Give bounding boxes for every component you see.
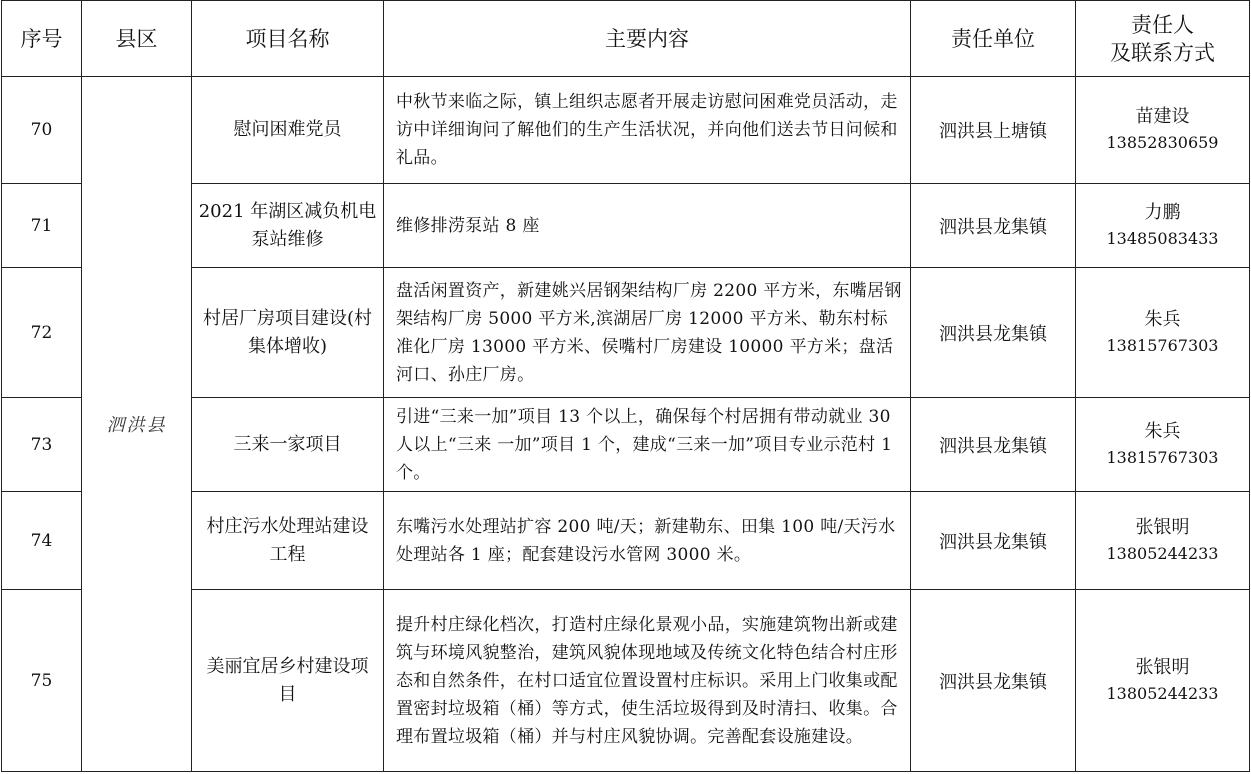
- row-index: 74: [2, 492, 82, 590]
- header-person: [1076, 1, 1250, 77]
- header-content: 主要内容: [384, 1, 911, 77]
- person-name: 张银明: [1135, 516, 1190, 538]
- person-name: 张银明: [1135, 656, 1190, 678]
- person-phone: 13852830659: [1106, 133, 1219, 152]
- table-row: [2, 77, 1250, 184]
- row-project-name: 2021 年湖区减负机电泵站维修: [192, 184, 384, 268]
- row-content: 中秋节来临之际，镇上组织志愿者开展走访慰问困难党员活动，走访中详细询问了解他们的生产生活状况，并向他们送去节日问候和礼品。: [384, 77, 911, 184]
- row-unit: 泗洪县上塘镇: [911, 77, 1076, 184]
- row-content: 维修排涝泵站 8 座: [384, 184, 911, 268]
- header-person-line1: 责任人: [1131, 12, 1194, 37]
- row-content: 盘活闲置资产，新建姚兴居钢架结构厂房 2200 平方米，东嘴居钢架结构厂房 5000 平方米,滨湖居厂房 12000 平方米、勒东村标准化厂房 13000 平方米、侯嘴村厂房建设 10000 平方米；盘活河口、孙庄厂房。: [384, 268, 911, 398]
- row-project-name: 美丽宜居乡村建设项目: [192, 590, 384, 772]
- row-project-name: 村庄污水处理站建设工程: [192, 492, 384, 590]
- project-table: [1, 0, 1250, 772]
- person-phone: 13805244233: [1106, 683, 1219, 703]
- county-cell: 泗洪县: [82, 77, 192, 772]
- row-content: 引进“三来一加”项目 13 个以上，确保每个村居拥有带动就业 30 人以上“三来 一加”项目 1 个，建成“三来一加”项目专业示范村 1 个。: [384, 398, 911, 492]
- row-index: 71: [2, 184, 82, 268]
- row-person: [1076, 268, 1250, 398]
- header-row: [2, 1, 1250, 77]
- row-person: [1076, 77, 1250, 184]
- header-person-line2: 及联系方式: [1110, 40, 1215, 65]
- row-person: [1076, 590, 1250, 772]
- person-name: 朱兵: [1144, 420, 1181, 442]
- row-content: 提升村庄绿化档次，打造村庄绿化景观小品，实施建筑物出新或建筑与环境风貌整治，建筑风貌体现地域及传统文化特色结合村庄形态和自然条件，在村口适宜位置设置村庄标识。采用上门收集或配置密封垃圾箱（桶）等方式，使生活垃圾得到及时清扫、收集。合理布置垃圾箱（桶）并与村庄风貌协调。完善配套设施建设。: [384, 590, 911, 772]
- row-person: [1076, 398, 1250, 492]
- row-index: 73: [2, 398, 82, 492]
- row-project-name: 三来一家项目: [192, 398, 384, 492]
- person-phone: 13815767303: [1106, 335, 1219, 355]
- row-unit: 泗洪县龙集镇: [911, 398, 1076, 492]
- header-index: 序号: [2, 1, 82, 77]
- row-index: 70: [2, 77, 82, 184]
- person-name: 朱兵: [1144, 308, 1181, 330]
- person-name: 苗建设: [1135, 106, 1190, 127]
- row-project-name: 村居厂房项目建设(村集体增收): [192, 268, 384, 398]
- person-phone: 13805244233: [1106, 543, 1219, 563]
- row-index: 72: [2, 268, 82, 398]
- row-person: [1076, 492, 1250, 590]
- header-county: 县区: [82, 1, 192, 77]
- row-unit: 泗洪县龙集镇: [911, 590, 1076, 772]
- person-name: 力鹏: [1144, 201, 1181, 223]
- row-content: 东嘴污水处理站扩容 200 吨/天；新建勒东、田集 100 吨/天污水处理站各 1 座；配套建设污水管网 3000 米。: [384, 492, 911, 590]
- header-unit: 责任单位: [911, 1, 1076, 77]
- row-project-name: 慰问困难党员: [192, 77, 384, 184]
- person-phone: 13815767303: [1106, 447, 1219, 467]
- row-person: [1076, 184, 1250, 268]
- row-unit: 泗洪县龙集镇: [911, 268, 1076, 398]
- row-unit: 泗洪县龙集镇: [911, 184, 1076, 268]
- header-project-name: 项目名称: [192, 1, 384, 77]
- row-index: 75: [2, 590, 82, 772]
- row-unit: 泗洪县龙集镇: [911, 492, 1076, 590]
- person-phone: 13485083433: [1106, 228, 1219, 248]
